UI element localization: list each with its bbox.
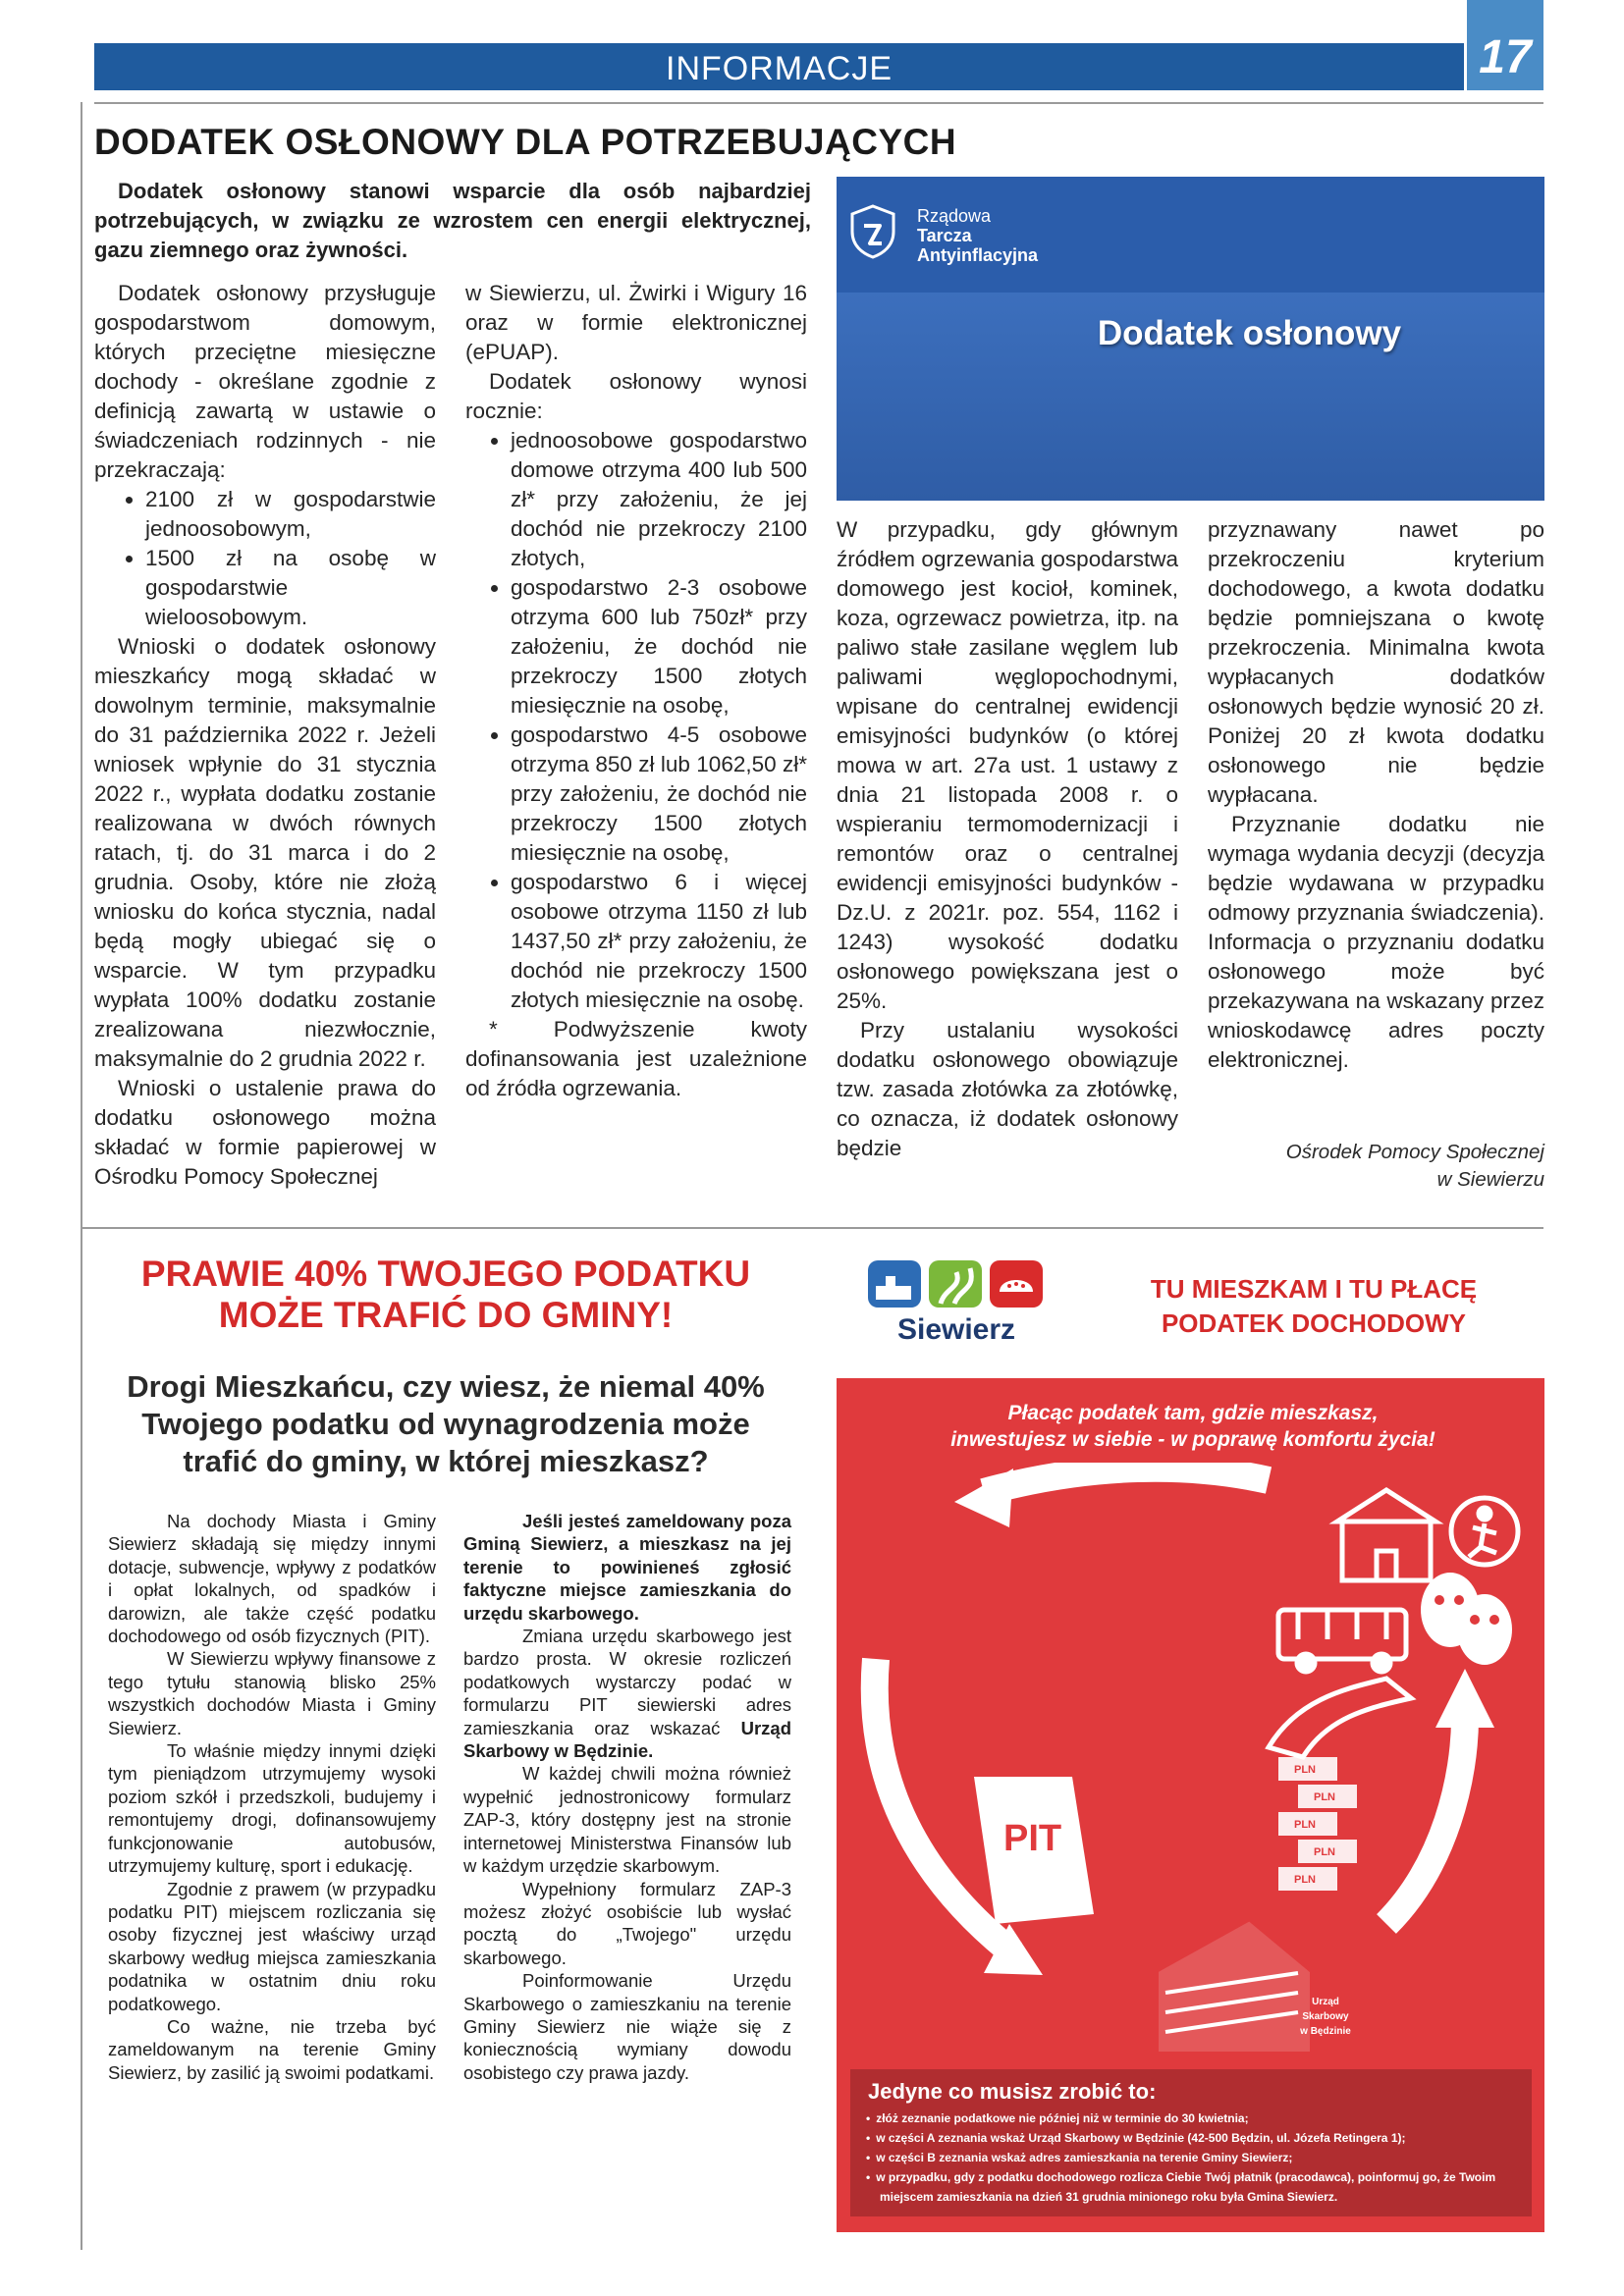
pit-label: PIT bbox=[1003, 1818, 1062, 1859]
shield-icon bbox=[850, 204, 895, 259]
tax-office-building-icon bbox=[1161, 1924, 1308, 2052]
article-title: DODATEK OSŁONOWY DLA POTRZEBUJĄCYCH bbox=[94, 122, 957, 162]
tarcza-brand-line-3: Antyinflacyjna bbox=[917, 245, 1039, 265]
income-limits-list bbox=[94, 485, 436, 632]
title-line: PRAWIE 40% TWOJEGO PODATKU bbox=[140, 1254, 751, 1294]
office-label-line: Urząd bbox=[1312, 1997, 1339, 2007]
highlighted-paragraph: Jeśli jesteś zameldowany poza Gminą Siewierz, a mieszkasz na jej terenie to powinieneś zgłosić faktyczne miejsce zamieszkania do urzędu skarbowego. bbox=[463, 1511, 791, 1624]
siewierz-logo-icon bbox=[866, 1258, 1045, 1309]
title-line: MOŻE TRAFIĆ DO GMINY! bbox=[218, 1295, 674, 1335]
list-item: • złóż zeznanie podatkowe nie później niż w terminie do 30 kwietnia; bbox=[880, 2109, 1528, 2128]
section-divider bbox=[81, 1227, 1543, 1229]
article2-column-1 bbox=[108, 1510, 436, 2084]
tarcza-brand-line-2: Tarcza bbox=[917, 226, 972, 245]
article2-title bbox=[94, 1254, 797, 1336]
office-name: Urząd Skarbowy w Będzinie. bbox=[463, 1717, 792, 1762]
road-icon bbox=[1269, 1679, 1411, 1757]
header-divider bbox=[94, 102, 1543, 104]
campaign-slogan bbox=[1088, 1272, 1540, 1341]
footnote: * Podwyższenie kwoty dofinansowania jest uzależnione od źródła ogrzewania. bbox=[465, 1017, 807, 1100]
sport-icon bbox=[1451, 1498, 1518, 1565]
paragraph: W przypadku, gdy głównym źródłem ogrzewania gospodarstwa domowego jest kocioł, kominek, koza, ogrzewacz powietrza, itp. na paliwo stałe zasilane węglem lub paliwami węglopochodnymi, wpisane do centralnej ewidencji emisyjności budynków (o której mowa w art. 27a ust. 1 ustawy z dnia 21 listopada 2008 r. o wspieraniu termomodernizacji i remontów oraz o centralnej ewidencji emisyjności budynków - Dz.U. z 2021r. poz. 554, 1162 i 1243) wysokość dodatku osłonowego powiększana jest o 25%. bbox=[837, 517, 1178, 1013]
list-item: • w przypadku, gdy z podatku dochodowego rozlicza Ciebie Twój płatnik (pracodawca), poinformuj go, że Twoim miejscem zamieszkania na dzień 31 grudnia minionego roku była Gmina Siewierz. bbox=[880, 2167, 1528, 2207]
paragraph: W Siewierzu wpływy finansowe z tego tytułu stanowią blisko 25% wszystkich dochodów Miasta i Gminy Siewierz. bbox=[108, 1648, 436, 1738]
svg-text:PLN: PLN bbox=[1314, 1791, 1335, 1803]
list-item: • 2100 zł w gospodarstwie jednoosobowym, bbox=[145, 485, 436, 544]
cycle-arrow-right bbox=[1386, 1718, 1465, 1924]
article2-column-2 bbox=[463, 1510, 791, 2084]
office-label-line: Skarbowy bbox=[1302, 2011, 1349, 2022]
tarcza-title: Dodatek osłonowy bbox=[1097, 314, 1402, 352]
cycle-arrow-top bbox=[984, 1468, 1269, 1492]
paragraph: To właśnie między innymi dzięki tym pieniądzom utrzymujemy wysoki poziom szkół i przedszkoli, budujemy i remontujemy drogi, dofinansowujemy funkcjonowanie autobusów, utrzymujemy kulturę, sport i edukację. bbox=[108, 1740, 436, 1877]
svg-text:PLN: PLN bbox=[1294, 1764, 1316, 1776]
paragraph: Przy ustalaniu wysokości dodatku osłonowego obowiązuje tzw. zasada złotówka za złotówkę, co oznacza, iż dodatek osłonowy będzie bbox=[837, 1018, 1178, 1160]
article-column-1 bbox=[94, 279, 436, 1192]
list-item: • gospodarstwo 2-3 osobowe otrzyma 600 lub 750zł* przy założeniu, że dochód nie przekroczy 1500 złotych miesięcznie na osobę, bbox=[511, 573, 807, 721]
poster-tagline bbox=[854, 1400, 1532, 1453]
paragraph: Dodatek osłonowy wynosi rocznie: bbox=[465, 369, 807, 423]
signature-line-2: w Siewierzu bbox=[1436, 1168, 1544, 1191]
paragraph: Na dochody Miasta i Gminy Siewierz składają się między innymi dotacje, subwencje, wpływy z podatków i opłat lokalnych, od spadków i darowizn, ale także część podatku dochodowego od osób fizycznych (PIT). bbox=[108, 1511, 436, 1647]
article-column-4 bbox=[1208, 515, 1544, 1075]
tagline-line: Płacąc podatek tam, gdzie mieszkasz, bbox=[1007, 1402, 1379, 1424]
instructions-list bbox=[864, 2109, 1528, 2207]
school-icon bbox=[1337, 1490, 1435, 1580]
list-item: • w części B zeznania wskaż adres zamieszkania na terenie Gminy Siewierz; bbox=[880, 2148, 1528, 2167]
article-column-2 bbox=[465, 279, 807, 1103]
slogan-line: TU MIESZKAM I TU PŁACĘ bbox=[1150, 1274, 1478, 1304]
svg-text:PLN: PLN bbox=[1294, 1874, 1316, 1886]
paragraph: Dodatek osłonowy przysługuje gospodarstwom domowym, których przeciętne miesięczne dochody - określane zgodnie z definicją zawartą w ustawie o świadczeniach rodzinnych - nie przekraczają: bbox=[94, 281, 436, 482]
svg-text:PLN: PLN bbox=[1294, 1819, 1316, 1831]
list-item: • gospodarstwo 4-5 osobowe otrzyma 850 zł lub 1062,50 zł* przy założeniu, że dochód nie przekroczy 1500 złotych miesięcznie na osobę, bbox=[511, 721, 807, 868]
instructions-title: Jedyne co musisz zrobić to: bbox=[868, 2079, 1157, 2104]
column-divider bbox=[81, 102, 82, 1231]
page-number: 17 bbox=[1467, 0, 1543, 90]
article-column-3 bbox=[837, 515, 1178, 1163]
list-item: • 1500 zł na osobę w gospodarstwie wieloosobowym. bbox=[145, 544, 436, 632]
paragraph: W każdej chwili można również wypełnić jednostronicowy formularz ZAP-3, który dostępny jest na stronie internetowej Ministerstwa Finansów lub w każdym urzędzie skarbowym. bbox=[463, 1763, 791, 1877]
money-stack-icon bbox=[1278, 1757, 1357, 1891]
paragraph: Zgodnie z prawem (w przypadku podatku PIT) miejscem rozliczania się osoby fizycznej jest właściwy urząd skarbowy według miejsca zamieszkania podatnika w ostatnim dniu roku podatkowego. bbox=[108, 1878, 436, 2014]
subtitle-line: Twojego podatku od wynagrodzenia może bbox=[141, 1407, 750, 1441]
section-label: INFORMACJE bbox=[666, 50, 893, 87]
pit-form-icon bbox=[974, 1777, 1094, 1924]
paragraph: Poinformowanie Urzędu Skarbowego o zamieszkaniu na terenie Gminy Siewierz nie wiąże się z koniecznością wymiany dowodu osobistego czy prawa jazdy. bbox=[463, 1970, 791, 2083]
office-label-line: w Będzinie bbox=[1300, 2026, 1351, 2037]
svg-text:PLN: PLN bbox=[1314, 1846, 1335, 1858]
slogan-line: PODATEK DOCHODOWY bbox=[1161, 1308, 1467, 1338]
paragraph: w Siewierzu, ul. Żwirki i Wigury 16 oraz w formie elektronicznej (ePUAP). bbox=[465, 281, 807, 364]
list-item: • jednoosobowe gospodarstwo domowe otrzyma 400 lub 500 zł* przy założeniu, że jej dochód nie przekroczy 2100 złotych, bbox=[511, 426, 807, 573]
paragraph: Zmiana urzędu skarbowego jest bardzo prosta. W okresie rozliczeń podatkowych wystarczy podać w formularzu PIT siewierski adres zamieszkania oraz wskazać bbox=[463, 1626, 791, 1738]
article-signature bbox=[1208, 1139, 1544, 1194]
tax-office-label bbox=[1291, 1995, 1360, 2039]
subtitle-line: trafić do gminy, w której mieszkasz? bbox=[183, 1444, 709, 1478]
paragraph: Wnioski o dodatek osłonowy mieszkańcy mogą składać w dowolnym terminie, maksymalnie do 31 października 2022 r. Jeżeli wniosek wpłynie do 31 stycznia 2022 r., wypłata dodatku zostanie realizowana w dwóch równych ratach, tj. do 31 marca i do 2 grudnia. Osoby, które nie złożą wniosku do końca stycznia, nadal będą mogły ubiegać się o wsparcie. W tym przypadku wypłata 100% dodatku zostanie zrealizowana niezwłocznie, maksymalnie do 2 grudnia 2022 r. bbox=[94, 634, 436, 1071]
siewierz-logo-text: Siewierz bbox=[896, 1313, 1016, 1346]
column-divider bbox=[81, 1229, 82, 2250]
list-item: • gospodarstwo 6 i więcej osobowe otrzyma 1150 zł lub 1437,50 zł* przy założeniu, że dochód nie przekroczy 1500 złotych miesięcznie na osobę. bbox=[511, 868, 807, 1015]
cycle-arrow-top-head bbox=[954, 1468, 1013, 1527]
article-lead: Dodatek osłonowy stanowi wsparcie dla osób najbardziej potrzebujących, w związku ze wzrostem cen energii elektrycznej, gazu ziemnego oraz żywności. bbox=[94, 179, 811, 262]
cycle-arrow-right-head bbox=[1435, 1669, 1494, 1728]
paragraph: Wypełniony formularz ZAP-3 możesz złożyć osobiście lub wysłać pocztą do „Twojego" urzędu skarbowego. bbox=[463, 1878, 791, 1968]
bus-icon bbox=[1278, 1610, 1406, 1672]
signature-line-1: Ośrodek Pomocy Społecznej bbox=[1285, 1141, 1544, 1163]
list-item: • w części A zeznania wskaż Urząd Skarbowy w Będzinie (42-500 Będzin, ul. Józefa Retingera 1); bbox=[880, 2128, 1528, 2148]
tarcza-brand-line-1: Rządowa bbox=[917, 206, 992, 226]
paragraph: przyznawany nawet po przekroczeniu kryterium dochodowego, a kwota dodatku będzie pomniejszana o kwotę przekroczenia. Minimalna kwota wypłacanych dodatków osłonowych będzie wynosić 20 zł. Poniżej 20 zł kwota dodatku osłonowego nie będzie wypłacana. bbox=[1208, 517, 1544, 807]
subtitle-line: Drogi Mieszkańcu, czy wiesz, że niemal 40% bbox=[127, 1369, 765, 1404]
paragraph: Przyznanie dodatku nie wymaga wydania decyzji (decyzja będzie wydawana w przypadku odmowy przyznania świadczenia). Informacja o przyznaniu dodatku osłonowego może być przekazywana na wskazany przez wnioskodawcę adres poczty elektronicznej. bbox=[1208, 812, 1544, 1072]
article2-subtitle bbox=[94, 1368, 797, 1480]
benefit-amounts-list bbox=[465, 426, 807, 1015]
tagline-line: inwestujesz w siebie - w poprawę komfortu życia! bbox=[950, 1428, 1435, 1451]
tax-cycle-illustration bbox=[837, 1463, 1544, 2052]
paragraph: Co ważne, nie trzeba być zameldowanym na terenie Gminy Siewierz, by zasilić ją swoimi podatkami. bbox=[108, 2015, 436, 2083]
paragraph: Wnioski o ustalenie prawa do dodatku osłonowego można składać w formie papierowej w Ośrodku Pomocy Społecznej bbox=[94, 1076, 436, 1189]
